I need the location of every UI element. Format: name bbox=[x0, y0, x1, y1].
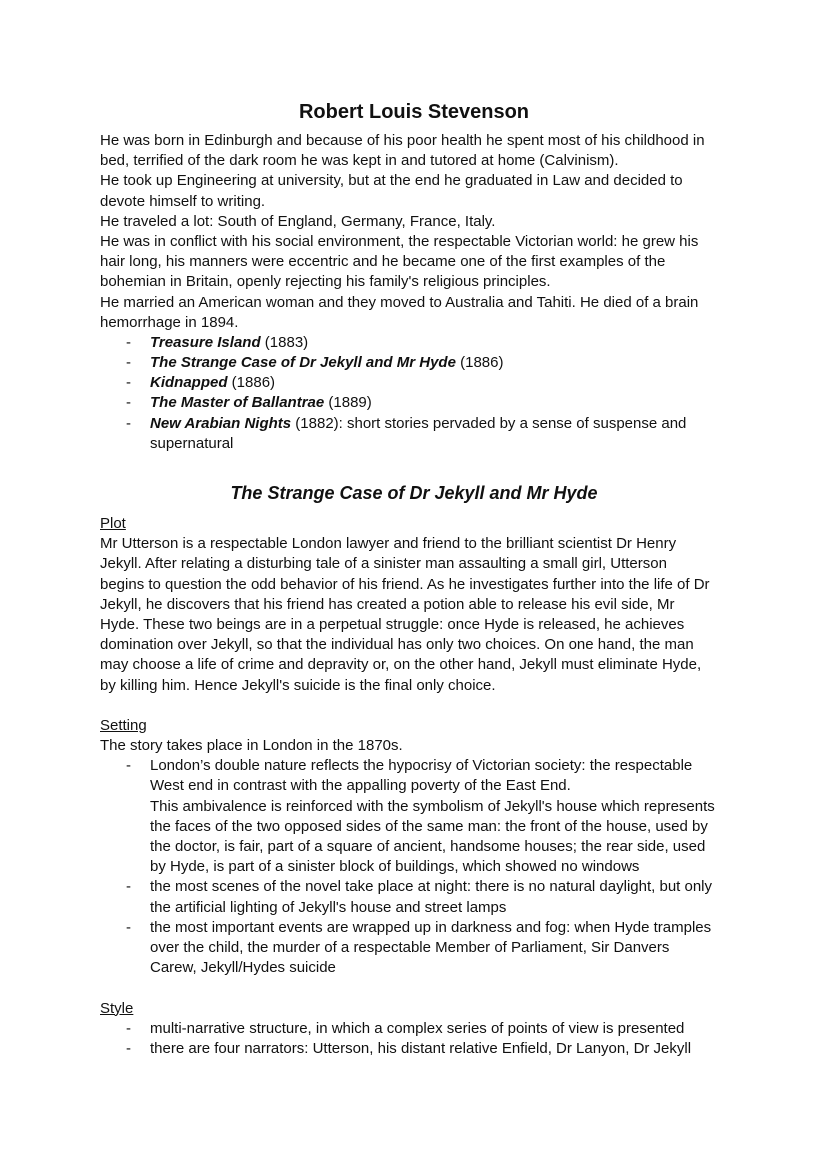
bullet-line: the most scenes of the novel take place at night: there is no natural daylight, but only - bbox=[100, 877, 715, 897]
list-item bbox=[100, 756, 715, 877]
work-detail: (1889) bbox=[324, 394, 372, 412]
bullet-line: the doctor, is fair, part of a square of ancient, handsome houses; the rear side, used bbox=[150, 838, 706, 855]
work-detail-continued: supernatural bbox=[150, 434, 234, 452]
work-detail: (1886) bbox=[455, 354, 504, 372]
dash-bullet: - bbox=[126, 414, 131, 432]
bullet-line: over the child, the murder of a respectable Member of Parliament, Sir Danvers bbox=[150, 938, 670, 956]
work-title: The Master of Ballantrae bbox=[150, 394, 325, 412]
bullet-line: the artificial lighting of Jekyll's house and street lamps bbox=[150, 898, 507, 916]
bullet-line: This ambivalence is reinforced with the symbolism of Jekyll's house which represents bbox=[150, 797, 715, 815]
dash-bullet: - bbox=[126, 333, 131, 351]
dash-bullet: - bbox=[126, 878, 131, 896]
bio-line: bohemian in Britain, openly rejecting his family's religious principles. bbox=[100, 273, 551, 291]
bio-line: hair long, his manners were eccentric and he became one of the first examples of the bbox=[100, 253, 666, 271]
bio-line: bed, terrified of the dark room he was kept in and tutored at home (Calvinism). bbox=[100, 152, 619, 170]
novel-analysis bbox=[100, 514, 715, 1059]
plot-line: Mr Utterson is a respectable London lawyer and friend to the brilliant scientist Dr Henry bbox=[100, 535, 677, 553]
list-item bbox=[100, 373, 705, 393]
list-item bbox=[100, 333, 705, 353]
list-item: there are four narrators: Utterson, his distant relative Enfield, Dr Lanyon, Dr Jekyll - bbox=[100, 1039, 715, 1059]
bio-line: hemorrhage in 1894. bbox=[100, 313, 239, 331]
plot-line: Jekyll, he discovers that his friend has created a potion able to release his evil side, Mr bbox=[100, 595, 675, 613]
list-item bbox=[100, 393, 705, 413]
dash-bullet: - bbox=[126, 1039, 131, 1057]
bullet-line: by Hyde, is part of a sinister block of buildings, which showed no windows bbox=[150, 858, 640, 876]
list-item bbox=[100, 877, 715, 917]
plot-line: begins to question the odd behavior of his friend. As he investigates further into the life of Dr bbox=[100, 575, 710, 593]
bio-line: He married an American woman and they moved to Australia and Tahiti. He died of a brain bbox=[100, 293, 699, 311]
plot-heading: Plot bbox=[100, 515, 126, 532]
list-item bbox=[100, 353, 705, 373]
plot-line: Jekyll. After relating a disturbing tale of a sinister man assaulting a small girl, Utterson bbox=[100, 555, 667, 573]
bio-line: He traveled a lot: South of England, Germany, France, Italy. bbox=[100, 212, 496, 230]
dash-bullet: - bbox=[126, 757, 131, 775]
bio-line: He was in conflict with his social environment, the respectable Victorian world: he grew his bbox=[100, 232, 699, 250]
plot-line: domination over Jekyll, so that the individual has only two choices. On one hand, the man bbox=[100, 636, 694, 654]
work-title: The Strange Case of Dr Jekyll and Mr Hyde bbox=[150, 354, 456, 372]
list-item bbox=[100, 414, 705, 434]
bullet-line: London’s double nature reflects the hypocrisy of Victorian society: the respectable - bbox=[100, 756, 715, 776]
work-title: Kidnapped bbox=[150, 374, 228, 392]
bio-line: He took up Engineering at university, but at the end he graduated in Law and decided to bbox=[100, 172, 683, 190]
work-title: Treasure Island bbox=[150, 333, 261, 351]
setting-heading: Setting bbox=[100, 716, 147, 734]
page-title: Robert Louis Stevenson bbox=[298, 101, 530, 123]
plot-line: by killing him. Hence Jekyll's suicide is the final only choice. bbox=[100, 676, 496, 694]
list-item bbox=[100, 918, 715, 979]
plot-line: Hyde. These two beings are in a perpetual struggle: once Hyde is released, he achieves bbox=[100, 615, 685, 633]
dash-bullet: - bbox=[126, 394, 131, 412]
dash-bullet: - bbox=[126, 918, 131, 936]
section-title: The Strange Case of Dr Jekyll and Mr Hyde bbox=[230, 483, 598, 503]
bio-line: devote himself to writing. bbox=[100, 192, 266, 210]
bullet-line: West end in contrast with the appalling poverty of the East End. bbox=[150, 777, 571, 795]
bullet-line: the faces of the two opposed sides of the same man: the front of the house, used by bbox=[150, 817, 708, 835]
biography bbox=[100, 131, 705, 454]
style-heading: Style bbox=[100, 999, 134, 1017]
works-list bbox=[100, 333, 705, 454]
work-detail: (1882): short stories pervaded by a sense of suspense and bbox=[291, 414, 687, 432]
work-detail: (1883) bbox=[260, 333, 309, 351]
bio-line: He was born in Edinburgh and because of his poor health he spent most of his childhood in bbox=[100, 132, 705, 149]
dash-bullet: - bbox=[126, 354, 131, 372]
bullet-line: Carew, Jekyll/Hydes suicide bbox=[150, 959, 336, 977]
work-title: New Arabian Nights bbox=[150, 414, 292, 432]
work-detail: (1886) bbox=[227, 374, 276, 392]
dash-bullet: - bbox=[126, 374, 131, 392]
bullet-line: the most important events are wrapped up in darkness and fog: when Hyde tramples - bbox=[100, 918, 715, 938]
plot-line: may choose a life of crime and depravity or, on the other hand, Jekyll must eliminate Hyde, bbox=[100, 656, 702, 674]
setting-intro: The story takes place in London in the 1870s. bbox=[100, 737, 403, 755]
list-item: multi-narrative structure, in which a complex series of points of view is presented - bbox=[100, 1019, 715, 1039]
dash-bullet: - bbox=[126, 1019, 131, 1037]
